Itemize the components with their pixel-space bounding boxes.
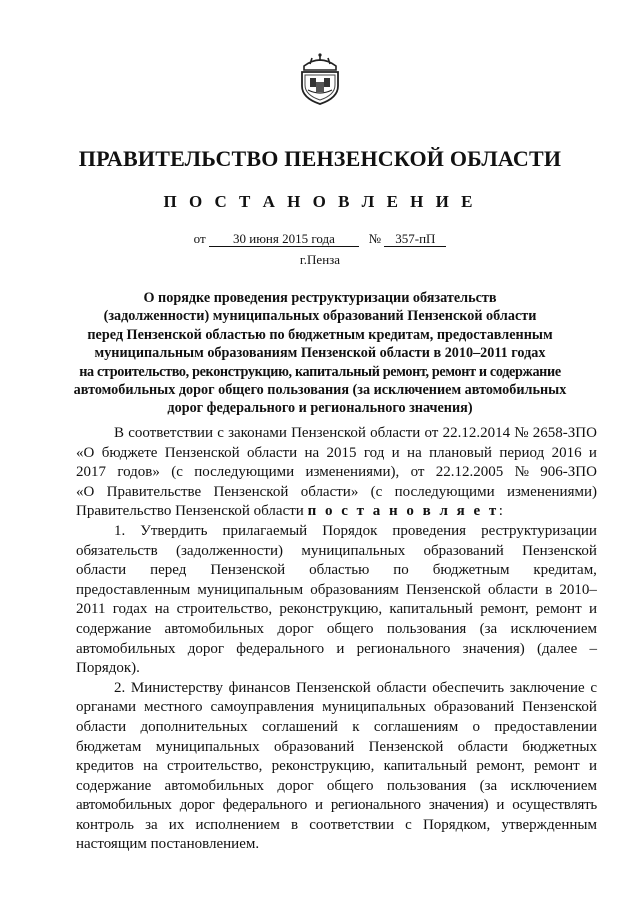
word: на — [407, 444, 422, 461]
body-line: настоящим постановлением. — [76, 836, 260, 853]
date-number-line — [0, 231, 640, 247]
word: законами — [228, 425, 287, 441]
word: 2. — [114, 679, 126, 696]
title-line: (задолженности) муниципальных образований Пензенской области — [103, 308, 537, 325]
title-line: автомобильных дорог общего пользования (за исключением автомобильных — [73, 382, 567, 399]
body-line — [76, 679, 597, 699]
word: утвержденным — [501, 816, 597, 833]
word: соответствии — [309, 816, 394, 833]
body-line — [76, 777, 597, 797]
word: 22.12.2014 — [442, 425, 511, 441]
word: области — [457, 738, 508, 755]
body-line — [76, 718, 597, 738]
word: пользования — [386, 777, 467, 794]
body-line — [76, 561, 597, 581]
word: дорог — [179, 797, 215, 814]
word: 22.12.2005 — [435, 464, 504, 481]
word: образований — [273, 738, 355, 755]
document-kind: П О С Т А Н О В Л Е Н И Е — [163, 192, 477, 211]
word: строительство, — [167, 758, 263, 775]
word: соответствии — [128, 425, 213, 441]
word: 2015 — [326, 444, 357, 461]
word: на — [143, 758, 158, 775]
word: ремонт, — [480, 601, 529, 618]
body-line — [76, 502, 597, 522]
word: муниципальных — [322, 699, 426, 716]
word: заключение — [509, 679, 585, 696]
word: предоставленным — [76, 581, 191, 598]
body-text: : — [498, 503, 503, 520]
body-line — [76, 816, 597, 836]
title-line: перед Пензенской областью по бюджетным кредитам, предоставленным — [87, 326, 553, 343]
word: на — [304, 444, 320, 461]
word: содержание — [76, 777, 152, 794]
coat-of-arms-icon — [296, 52, 344, 106]
title-line: дорог федерального и регионального значения) — [167, 400, 473, 417]
word: Пензенской — [522, 542, 597, 559]
word: (задолженности) — [176, 542, 284, 559]
document-title — [60, 289, 580, 418]
word: № — [514, 464, 529, 481]
word: плановый — [429, 444, 492, 461]
body-line — [76, 522, 597, 542]
city: г.Пенза — [299, 252, 341, 267]
word: Правительстве — [106, 483, 202, 500]
word: предоставлении — [494, 718, 597, 735]
word: реконструкцию, — [271, 758, 375, 775]
word: 2010– — [559, 581, 597, 598]
word: значения) — [428, 797, 489, 814]
word: о — [472, 718, 481, 735]
word: 1. — [114, 522, 126, 539]
word: муниципальным — [197, 581, 304, 598]
word: областью — [309, 562, 370, 579]
word: Пензенской — [406, 581, 481, 598]
word: общего — [326, 777, 374, 794]
word: обеспечить — [432, 679, 505, 696]
word: от — [410, 464, 425, 481]
word: самоуправления — [210, 699, 315, 716]
word: автомобильных — [76, 797, 172, 814]
body-line — [76, 424, 597, 444]
word: к — [352, 718, 360, 735]
word: общего — [326, 620, 374, 637]
title-line: О порядке проведения реструктуризации обязательств — [143, 290, 497, 306]
word: дорог — [187, 640, 225, 657]
word: Министерству — [130, 679, 223, 696]
word: дорог — [277, 620, 314, 637]
word: «О — [76, 444, 95, 461]
word: области — [76, 562, 127, 579]
word: № — [514, 425, 529, 441]
word: (далее — [537, 640, 578, 657]
document-number: 357-пП — [384, 232, 446, 247]
government-name: ПРАВИТЕЛЬСТВО ПЕНЗЕНСКОЙ ОБЛАСТИ — [78, 146, 562, 171]
date-prefix: от — [193, 231, 206, 246]
word: области — [370, 425, 421, 441]
word: ремонт, — [476, 758, 525, 775]
body-line — [76, 640, 597, 660]
word: изменениями), — [305, 464, 400, 481]
word: автомобильных — [76, 640, 176, 657]
word: области» — [300, 483, 359, 500]
word: бюджетным — [432, 562, 510, 579]
word: (с — [370, 483, 383, 500]
word: последующими — [394, 483, 495, 500]
word: Пензенской — [213, 483, 289, 500]
body-line — [76, 620, 597, 640]
word: с — [590, 679, 597, 696]
document-body — [76, 424, 597, 855]
word: бюджетам — [76, 738, 142, 755]
body-line — [76, 738, 597, 758]
word: дополнительных — [140, 718, 248, 735]
word: Пензенской — [164, 444, 240, 461]
body-line — [76, 444, 597, 464]
word: бюджете — [101, 444, 158, 461]
word: автомобильных — [164, 620, 265, 637]
word: исполнением — [195, 816, 280, 833]
word: обязательств — [76, 542, 158, 559]
word: и — [315, 797, 323, 814]
word: Пензенской — [522, 699, 597, 716]
body-line — [76, 463, 597, 483]
word: Пензенской — [291, 425, 366, 441]
word: (за — [479, 777, 498, 794]
word: Пензенской — [295, 679, 371, 696]
word: по — [393, 562, 409, 579]
word: содержание — [76, 620, 152, 637]
word: муниципальных — [155, 738, 260, 755]
body-line — [76, 581, 597, 601]
word: дорог — [277, 777, 314, 794]
word: 906-ЗПО — [540, 464, 597, 481]
number-sign: № — [368, 231, 382, 246]
word: Порядок — [322, 522, 378, 539]
word: кредитам, — [533, 562, 597, 579]
word: Утвердить — [140, 522, 208, 539]
word: проведения — [392, 522, 467, 539]
word: (с — [171, 464, 183, 481]
body-line — [76, 542, 597, 562]
word: федерального — [236, 640, 325, 657]
word: муниципальных — [301, 542, 406, 559]
body-text: Правительство Пензенской области — [76, 503, 304, 520]
body-line — [76, 483, 597, 503]
word: – — [589, 640, 597, 657]
word: Порядком, — [422, 816, 491, 833]
word: регионального — [330, 797, 421, 814]
document-date: 30 июня 2015 года — [209, 232, 359, 247]
word: финансов — [228, 679, 291, 696]
word: местного — [143, 699, 203, 716]
word: образованиям — [310, 581, 399, 598]
word: на — [154, 601, 170, 618]
word: исключением — [510, 620, 597, 637]
word: соглашениям — [373, 718, 459, 735]
word: 2016 — [551, 444, 582, 461]
word: от — [424, 425, 439, 441]
word: прилагаемый — [222, 522, 308, 539]
word: в — [291, 816, 299, 833]
word: период — [499, 444, 545, 461]
word: автомобильных — [164, 777, 265, 794]
word: 2658-ЗПО — [532, 425, 597, 441]
word: последующими — [194, 464, 295, 481]
word: с — [405, 816, 412, 833]
word: исключением — [510, 777, 597, 794]
word: капитальный — [389, 601, 473, 618]
word: с — [217, 425, 224, 441]
word: и — [391, 444, 400, 461]
word: соглашений — [261, 718, 338, 735]
body-line — [76, 796, 597, 816]
word: области — [487, 581, 539, 598]
word: образований — [423, 542, 504, 559]
word: и — [336, 640, 345, 657]
word: «О — [76, 483, 95, 500]
word: и — [588, 758, 597, 775]
word: за — [145, 816, 158, 833]
word: кредитов — [76, 758, 134, 775]
word: Пензенской — [210, 562, 286, 579]
word: федерального — [222, 797, 307, 814]
word: и — [588, 444, 597, 461]
word: В — [114, 425, 125, 441]
word: значения) — [462, 640, 525, 657]
word: ремонт — [535, 601, 582, 618]
word: 2011 — [76, 601, 106, 618]
word: и — [588, 601, 597, 618]
body-line — [76, 757, 597, 777]
word: перед — [150, 562, 187, 579]
word: реконструкцию, — [279, 601, 383, 618]
word: регионального — [356, 640, 451, 657]
word: в — [545, 581, 553, 598]
word: ремонт — [534, 758, 580, 775]
resolves-word: п о с т а н о в л я е т — [307, 503, 499, 520]
word: годах — [112, 601, 148, 618]
body-line: Порядок). — [76, 660, 140, 677]
word: области — [376, 679, 427, 696]
word: области — [246, 444, 298, 461]
word: и — [496, 797, 505, 814]
word: осуществлять — [512, 797, 597, 814]
word: контроль — [76, 816, 134, 833]
body-line — [76, 600, 597, 620]
title-line: на строительство, реконструкцию, капитальный ремонт, ремонт и содержание — [79, 363, 561, 380]
word: бюджетных — [522, 738, 597, 755]
word: год — [363, 444, 385, 461]
body-line — [76, 698, 597, 718]
word: области — [76, 718, 127, 735]
word: Пензенской — [368, 738, 444, 755]
word: органами — [76, 699, 137, 716]
word: их — [168, 816, 185, 833]
word: капитальный — [383, 758, 468, 775]
word: годов» — [117, 464, 160, 481]
word: образований — [433, 699, 515, 716]
title-line: муниципальным образованиям Пензенской области в 2010–2011 годах — [94, 345, 546, 362]
word: реструктуризации — [481, 522, 597, 539]
word: строительство, — [176, 601, 273, 618]
word: 2017 — [76, 464, 106, 481]
word: пользования — [386, 620, 467, 637]
word: изменениями) — [506, 483, 597, 500]
word: (за — [479, 620, 498, 637]
